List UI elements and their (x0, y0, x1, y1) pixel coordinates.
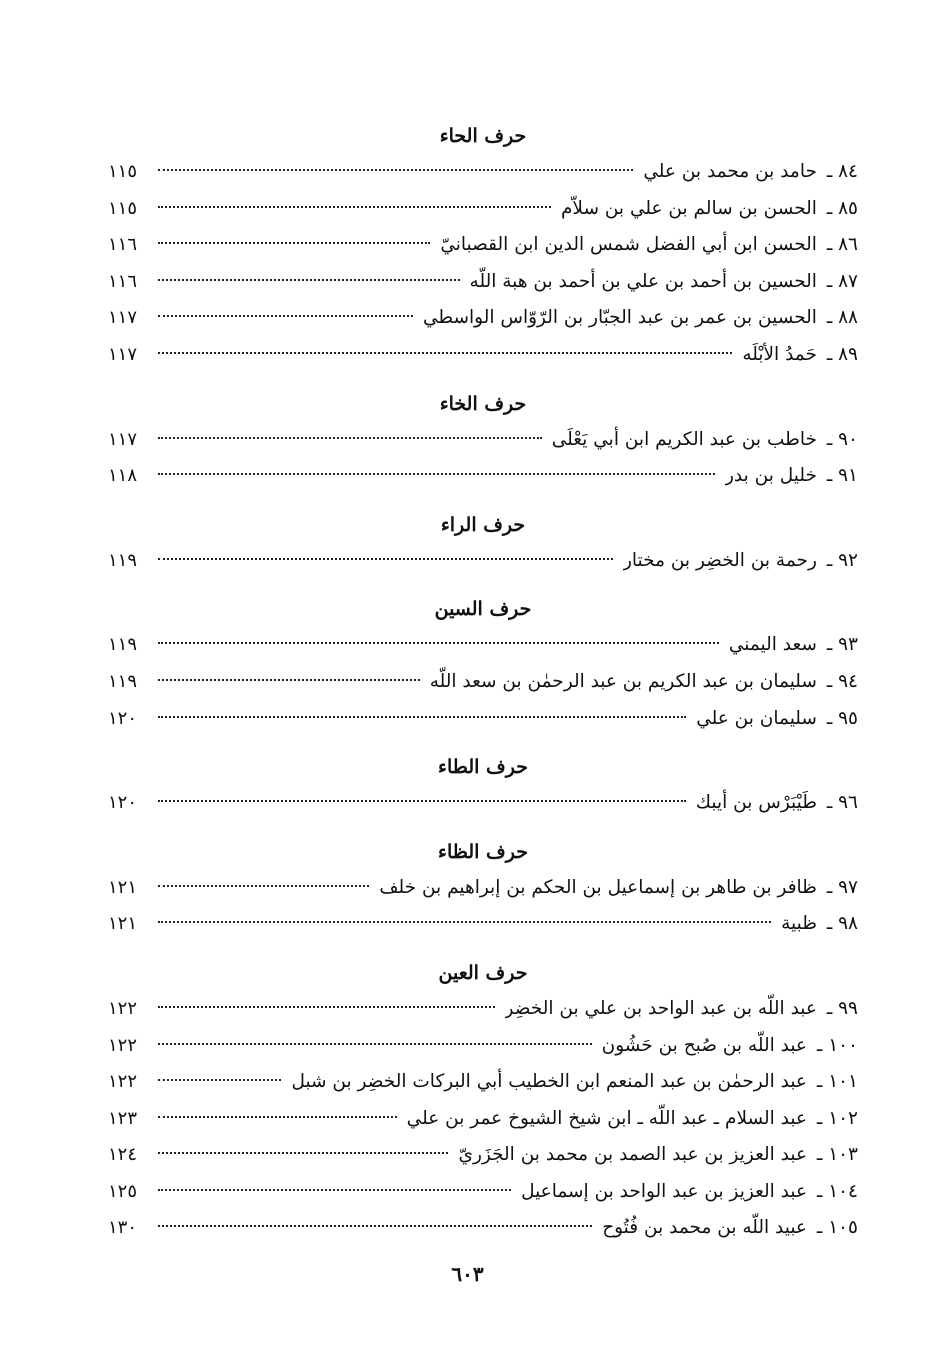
dot-leader (158, 1116, 397, 1118)
entry-page-number: ١٢٢ (108, 1034, 138, 1056)
dot-leader (158, 352, 732, 354)
entry-text (725, 458, 858, 495)
entry-name: حَمدُ الأبْلَه (742, 343, 817, 365)
dot-leader (158, 1006, 495, 1008)
entry-number: ٨٤ ـ (826, 161, 858, 182)
entry-text (781, 906, 858, 943)
section-title: حرف الظاء (438, 840, 528, 863)
entry-text (430, 664, 858, 701)
dot-leader (158, 315, 413, 317)
entry-name: خليل بن بدر (724, 465, 817, 487)
dot-leader (158, 1079, 281, 1081)
index-entry (108, 154, 858, 191)
entry-page-number: ١١٩ (108, 670, 138, 692)
section-title: حرف الحاء (439, 125, 527, 147)
entry-page-number: ١٢١ (108, 876, 138, 898)
entry-number: ٨٧ ـ (826, 270, 858, 292)
entry-name: الحسين بن عمر بن عبد الجبّار بن الرّوّاس الواسطي (422, 307, 817, 329)
entry-text (291, 1064, 858, 1101)
section-title: حرف الخاء (439, 392, 527, 415)
entry-text (696, 785, 858, 822)
entry-text (643, 154, 858, 191)
dot-leader (158, 473, 715, 475)
entry-text (440, 227, 858, 264)
entry-number: ٩٦ ـ (826, 792, 858, 814)
entry-name: الحسين بن أحمد بن علي بن أحمد بن هبة اللّه (469, 270, 817, 292)
entry-number: ٩٣ ـ (826, 634, 858, 656)
section-title: حرف الراء (440, 513, 526, 536)
entry-name: ظبية (781, 913, 817, 935)
entry-text (521, 1174, 858, 1211)
dot-leader (158, 716, 686, 718)
index-entry (108, 1028, 858, 1065)
entry-text (379, 870, 858, 907)
entry-page-number: ١٢٤ (108, 1144, 138, 1166)
entry-number: ١٠٤ ـ (816, 1180, 858, 1202)
dot-leader (158, 242, 430, 244)
dot-leader (158, 206, 551, 208)
entry-text (407, 1101, 858, 1138)
dot-leader (158, 558, 613, 560)
entry-name: عبد الرحمٰن بن عبد المنعم ابن الخطيب أبي البركات الخضِر بن شبل (291, 1071, 807, 1093)
entry-text (602, 1028, 858, 1065)
dot-leader (158, 1225, 592, 1227)
entry-number: ٨٨ ـ (826, 307, 858, 329)
entry-page-number: ١٢٣ (108, 1107, 138, 1129)
entry-name: عبد السلام ـ عبد اللّه ـ ابن شيخ الشيوخ عمر بن علي (406, 1107, 807, 1129)
index-entry (108, 991, 858, 1028)
entry-name: عبيد اللّه بن محمد بن فُتُوح (602, 1217, 807, 1239)
entry-name: عبد اللّه بن عبد الواحد بن علي بن الخضِر (504, 997, 817, 1019)
entry-number: ٩١ ـ (826, 465, 858, 487)
entry-page-number: ١٢١ (108, 913, 138, 935)
dot-leader (158, 1152, 448, 1154)
entry-name: الحسن ابن أبي الفضل شمس الدين ابن القصبانيّ (440, 234, 817, 256)
entry-page-number: ١١٧ (108, 428, 138, 450)
entry-name: عبد العزيز بن عبد الصمد بن محمد بن الجَزَريّ (458, 1144, 807, 1166)
entry-number: ١٠٠ ـ (816, 1034, 858, 1056)
entry-text (729, 627, 858, 664)
index-entry (108, 191, 858, 228)
index-entry (108, 627, 858, 664)
entry-page-number: ١٢٥ (108, 1180, 138, 1202)
entry-number: ١٠٣ ـ (816, 1144, 858, 1166)
page-number: ٦٠٣ (451, 1262, 484, 1286)
entry-page-number: ١١٧ (108, 343, 138, 365)
dot-leader (158, 169, 633, 171)
index-entry (108, 701, 858, 738)
dot-leader (158, 800, 686, 802)
entry-text (505, 991, 858, 1028)
index-entry (108, 1137, 858, 1174)
section-title: حرف العين (438, 961, 528, 984)
index-entry (108, 1174, 858, 1211)
entry-number: ٩٧ ـ (826, 876, 858, 898)
entry-text (470, 264, 858, 301)
section-title: حرف السين (434, 598, 532, 621)
table-of-contents (108, 118, 858, 1247)
entry-name: الحسن بن سالم بن علي بن سلاّم (560, 197, 817, 219)
index-entry (108, 337, 858, 374)
dot-leader (158, 1189, 511, 1191)
entry-text (696, 701, 858, 738)
entry-page-number: ١١٨ (108, 465, 138, 487)
index-entry (108, 906, 858, 943)
index-entry (108, 870, 858, 907)
dot-leader (158, 642, 719, 644)
entry-page-number: ١٢٠ (108, 707, 138, 729)
entry-text (742, 337, 858, 374)
entry-text (561, 191, 858, 228)
index-entry (108, 1210, 858, 1247)
entry-text (602, 1210, 858, 1247)
entry-text (423, 300, 858, 337)
dot-leader (158, 885, 369, 887)
entry-name: ظافر بن طاهر بن إسماعيل بن الحكم بن إبراهيم بن خلف (379, 876, 817, 898)
entry-name: خاطب بن عبد الكريم ابن أبي يَعْلَى (551, 428, 817, 450)
entry-number: ٩٩ ـ (826, 997, 858, 1019)
index-entry (108, 785, 858, 822)
dot-leader (158, 279, 460, 281)
dot-leader (158, 1043, 592, 1045)
entry-text (552, 422, 858, 459)
entry-name: سليمان بن عبد الكريم بن عبد الرحمٰن بن سعد اللّه (429, 670, 817, 692)
entry-name: رحمة بن الخضِر بن مختار (622, 549, 817, 571)
entry-page-number: ١١٦ (108, 270, 138, 292)
dot-leader (158, 679, 420, 681)
index-entry (108, 543, 858, 580)
index-entry (108, 458, 858, 495)
entry-page-number: ١١٩ (108, 634, 138, 656)
entry-page-number: ١١٩ (108, 549, 138, 571)
entry-name: سعد اليمني (728, 634, 817, 656)
index-entry (108, 422, 858, 459)
dot-leader (158, 921, 771, 923)
entry-number: ١٠٥ ـ (816, 1217, 858, 1239)
index-entry (108, 1064, 858, 1101)
entry-name: سليمان بن علي (696, 707, 817, 729)
entry-page-number: ١٢٢ (108, 997, 138, 1019)
section-title: حرف الطاء (438, 756, 528, 779)
entry-number: ٩٨ ـ (826, 913, 858, 935)
index-entry (108, 227, 858, 264)
entry-text (458, 1137, 858, 1174)
entry-page-number: ١٢٢ (108, 1071, 138, 1093)
entry-number: ٨٩ ـ (826, 343, 858, 365)
entry-page-number: ١٣٠ (108, 1217, 138, 1239)
index-entry (108, 1101, 858, 1138)
entry-number: ٩٠ ـ (826, 428, 858, 450)
entry-number: ١٠٢ ـ (816, 1107, 858, 1129)
dot-leader (158, 437, 542, 439)
entry-number: ٩٢ ـ (826, 549, 858, 571)
entry-page-number: ١١٧ (108, 307, 138, 329)
entry-number: ١٠١ ـ (816, 1071, 858, 1093)
index-entry (108, 300, 858, 337)
entry-name: عبد العزيز بن عبد الواحد بن إسماعيل (521, 1180, 807, 1202)
entry-number: ٨٦ ـ (826, 234, 858, 256)
entry-number: ٩٤ ـ (826, 670, 858, 692)
entry-name: حامد بن محمد بن علي (643, 161, 817, 182)
index-entry (108, 664, 858, 701)
entry-name: طَيْبَرْس بن أيبك (695, 792, 817, 814)
entry-page-number: ١٢٠ (108, 792, 138, 814)
entry-page-number: ١١٦ (108, 234, 138, 256)
entry-number: ٨٥ ـ (826, 197, 858, 219)
index-entry (108, 264, 858, 301)
entry-number: ٩٥ ـ (826, 707, 858, 729)
entry-name: عبد اللّه بن صُبح بن حَشُون (601, 1034, 807, 1056)
entry-page-number: ١١٥ (108, 197, 138, 219)
entry-page-number: ١١٥ (108, 161, 138, 182)
entry-text (623, 543, 858, 580)
